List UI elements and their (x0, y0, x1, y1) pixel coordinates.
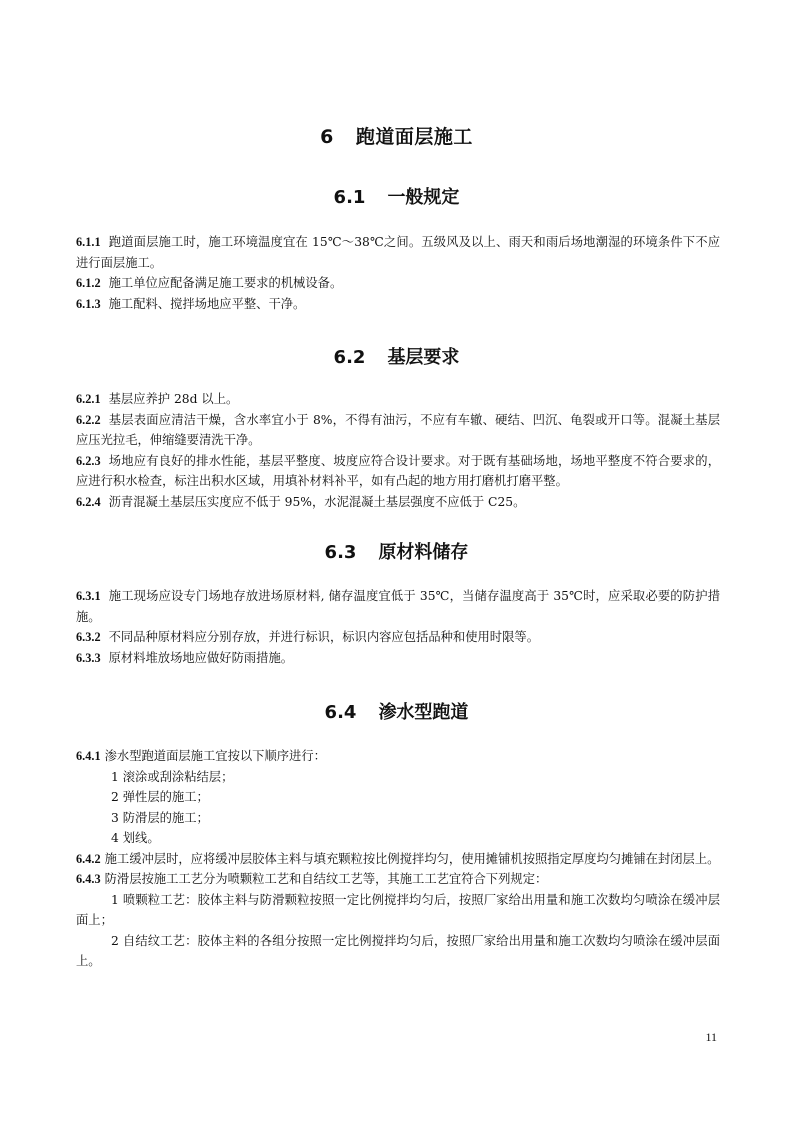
clause-6-1-3: 6.1.3 施工配料、搅拌场地应平整、干净。 (76, 296, 306, 311)
clause-6-1-1: 6.1.1 跑道面层施工时，施工环境温度宜在 15℃～38℃之间。五级风及以上、雨天和雨后场地潮湿的环境条件下不应进行面层施工。 (76, 235, 720, 270)
section-number: 6.3 (324, 542, 357, 563)
clause-6-4-1: 6.4.1 渗水型跑道面层施工宜按以下顺序进行： (76, 749, 326, 763)
list-item: 1 喷颗粒工艺：胶体主料与防滑颗粒按照一定比例搅拌均匀后，按照厂家给出用量和施工次数均匀喷涂在缓冲层面上； (76, 892, 720, 927)
section-heading-6-2 (0, 343, 793, 369)
clause-6-3-1: 6.3.1 施工现场应设专门场地存放进场原材料, 储存温度宜低于 35℃，当储存温度高于 35℃时，应采取必要的防护措施。 (76, 589, 720, 624)
section-heading-6-1 (0, 183, 793, 209)
clause-6-2-3: 6.2.3 场地应有良好的排水性能，基层平整度、坡度应符合设计要求。对于既有基础场地，场地平整度不符合要求的，应进行积水检查，标注出积水区域，用填补材料补平，如有凸起的地方用打磨机打磨平整。 (76, 453, 720, 488)
chapter-number: 6 (320, 126, 334, 148)
section-body-6-2 (76, 389, 720, 512)
section-title: 基层要求 (387, 347, 460, 368)
section-heading-6-3 (0, 538, 793, 564)
clause-6-4-2: 6.4.2 施工缓冲层时，应将缓冲层胶体主料与填充颗粒按比例搅拌均匀，使用摊铺机按照指定厚度均匀摊铺在封闭层上。 (76, 851, 720, 866)
section-body-6-4 (76, 746, 720, 972)
list-item: 2 自结纹工艺：胶体主料的各组分按照一定比例搅拌均匀后，按照厂家给出用量和施工次数均匀喷涂在缓冲层面上。 (76, 933, 720, 968)
chapter-heading (0, 122, 793, 149)
chapter-title: 跑道面层施工 (355, 126, 473, 148)
clause-6-4-3: 6.4.3 防滑层按施工工艺分为喷颗粒工艺和自结纹工艺等，其施工工艺宜符合下列规定： (76, 872, 548, 886)
section-body-6-3 (76, 586, 720, 668)
clause-6-2-4: 6.2.4 沥青混凝土基层压实度应不低于 95%，水泥混凝土基层强度不应低于 C25。 (76, 494, 526, 509)
section-number: 6.1 (333, 187, 366, 208)
clause-6-3-3: 6.3.3 原材料堆放场地应做好防雨措施。 (76, 650, 294, 665)
section-title: 原材料储存 (378, 542, 469, 563)
section-title: 一般规定 (387, 187, 460, 208)
clause-6-1-2: 6.1.2 施工单位应配备满足施工要求的机械设备。 (76, 276, 343, 290)
list-item: 4 划线。 (111, 831, 160, 845)
page-number: 11 (705, 1030, 717, 1044)
clause-6-3-2: 6.3.2 不同品种原材料应分别存放，并进行标识，标识内容应包括品种和使用时限等。 (76, 630, 539, 644)
section-title: 渗水型跑道 (378, 702, 469, 723)
section-body-6-1 (76, 232, 720, 314)
clause-6-2-2: 6.2.2 基层表面应清洁干燥，含水率宜小于 8%，不得有油污，不应有车辙、硬结、凹沉、龟裂或开口等。混凝土基层应压光拉毛，伸缩缝要清洗干净。 (76, 412, 720, 447)
list-item: 1 滚涂或刮涂粘结层； (111, 769, 234, 784)
section-number: 6.2 (333, 347, 366, 368)
section-number: 6.4 (324, 702, 357, 723)
clause-6-2-1: 6.2.1 基层应养护 28d 以上。 (76, 392, 239, 406)
section-heading-6-4 (0, 698, 793, 724)
list-item: 3 防滑层的施工； (111, 810, 209, 825)
list-item: 2 弹性层的施工； (111, 790, 209, 804)
